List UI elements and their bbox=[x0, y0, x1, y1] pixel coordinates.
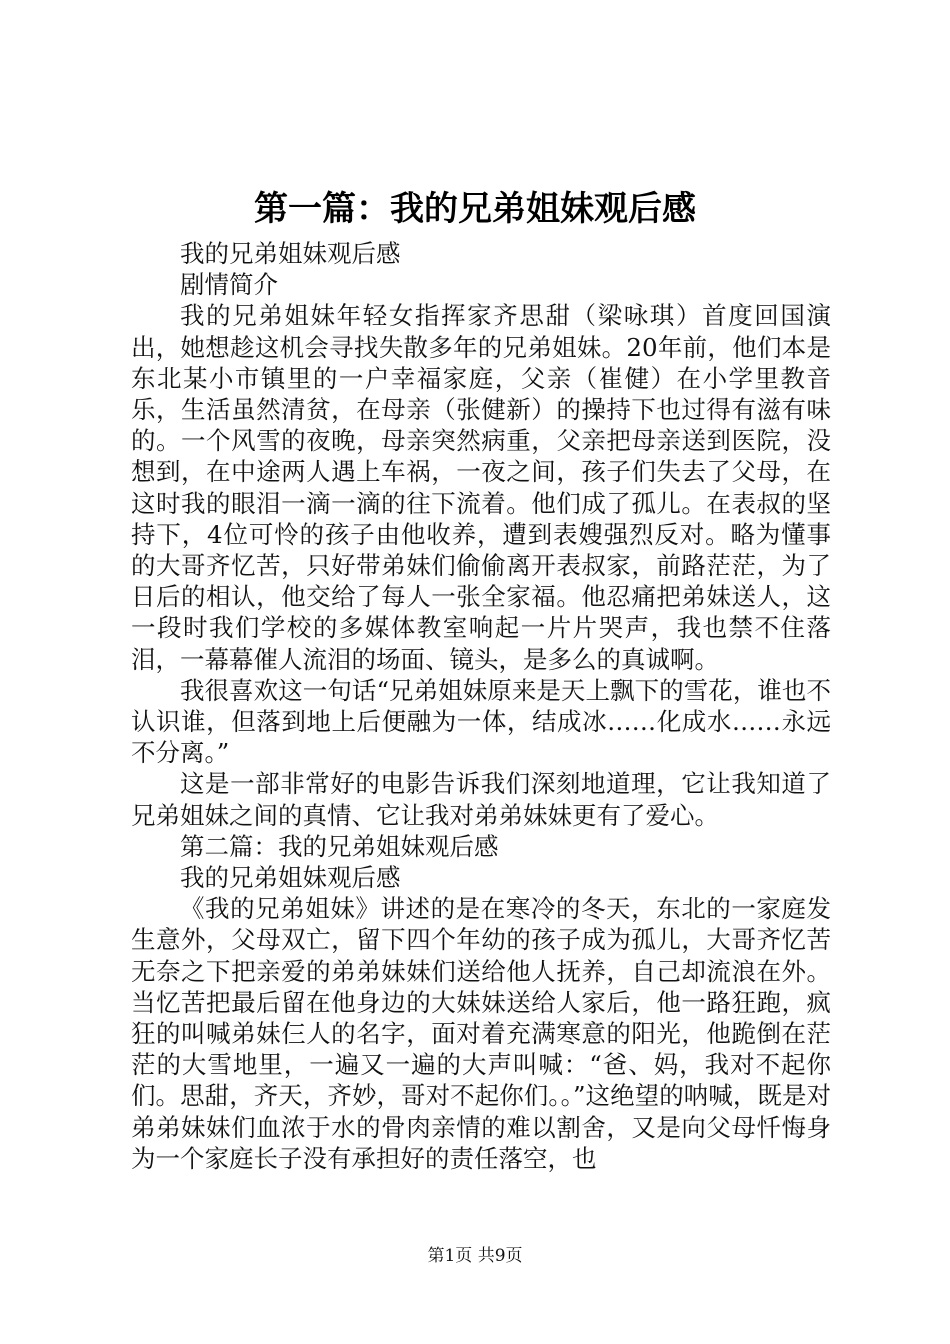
paragraph-section-2-heading: 第二篇：我的兄弟姐妹观后感 bbox=[180, 831, 499, 861]
paragraph-synopsis-heading: 剧情简介 bbox=[180, 270, 278, 300]
paragraph-subtitle-1: 我的兄弟姐妹观后感 bbox=[180, 239, 401, 268]
paragraph-conclusion: 这是一部非常好的电影告诉我们深刻地道理，它让我知道了兄弟姐妹之间的真情、它让我对弟弟妹妹更有了爱心。 bbox=[131, 769, 831, 830]
paragraph-quote: 我很喜欢这一句话“兄弟姐妹原来是天上飘下的雪花，谁也不认识谁，但落到地上后便融为一体，结成冰……化成水……永远不分离。” bbox=[131, 675, 831, 768]
paragraph-section-2-body: 《我的兄弟姐妹》讲述的是在寒冷的冬天，东北的一家庭发生意外，父母双亡，留下四个年幼的孩子成为孤儿，大哥齐忆苦无奈之下把亲爱的弟弟妹妹们送给他人抚养，自己却流浪在外。当忆苦把最后留在他身边的大妹妹送给人家后，他一路狂跑，疯狂的叫喊弟妹仨人的名字，面对着充满寒意的阳光，他跪倒在茫茫的大雪地里，一遍又一遍的大声叫喊：“爸、妈，我对不起你们。思甜，齐天，齐妙，哥对不起你们。。”这绝望的呐喊，既是对弟弟妹妹们血浓于水的骨肉亲情的难以割舍，又是向父母忏悔身为一个家庭长子没有承担好的责任落空，也 bbox=[131, 894, 831, 1173]
document-title: 第一篇：我的兄弟姐妹观后感 bbox=[254, 189, 696, 229]
document-body bbox=[131, 238, 831, 1174]
page-footer: 第1页 共9页 bbox=[427, 1246, 523, 1266]
paragraph-subtitle-2: 我的兄弟姐妹观后感 bbox=[180, 863, 401, 893]
paragraph-synopsis: 我的兄弟姐妹年轻女指挥家齐思甜（梁咏琪）首度回国演出，她想趁这机会寻找失散多年的兄弟姐妹。20年前，他们本是东北某小市镇里的一户幸福家庭，父亲（崔健）在小学里教音乐，生活虽然清贫，在母亲（张健新）的操持下也过得有滋有味的。一个风雪的夜晚，母亲突然病重，父亲把母亲送到医院，没想到，在中途两人遇上车祸，一夜之间，孩子们失去了父母，在这时我的眼泪一滴一滴的往下流着。他们成了孤儿。在表叔的坚持下，4位可怜的孩子由他收养，遭到表嫂强烈反对。略为懂事的大哥齐忆苦，只好带弟妹们偷偷离开表叔家，前路茫茫，为了日后的相认，他交给了每人一张全家福。他忍痛把弟妹送人，这一段时我们学校的多媒体教室响起一片片哭声，我也禁不住落泪，一幕幕催人流泪的场面、镜头，是多么的真诚啊。 bbox=[131, 301, 831, 674]
